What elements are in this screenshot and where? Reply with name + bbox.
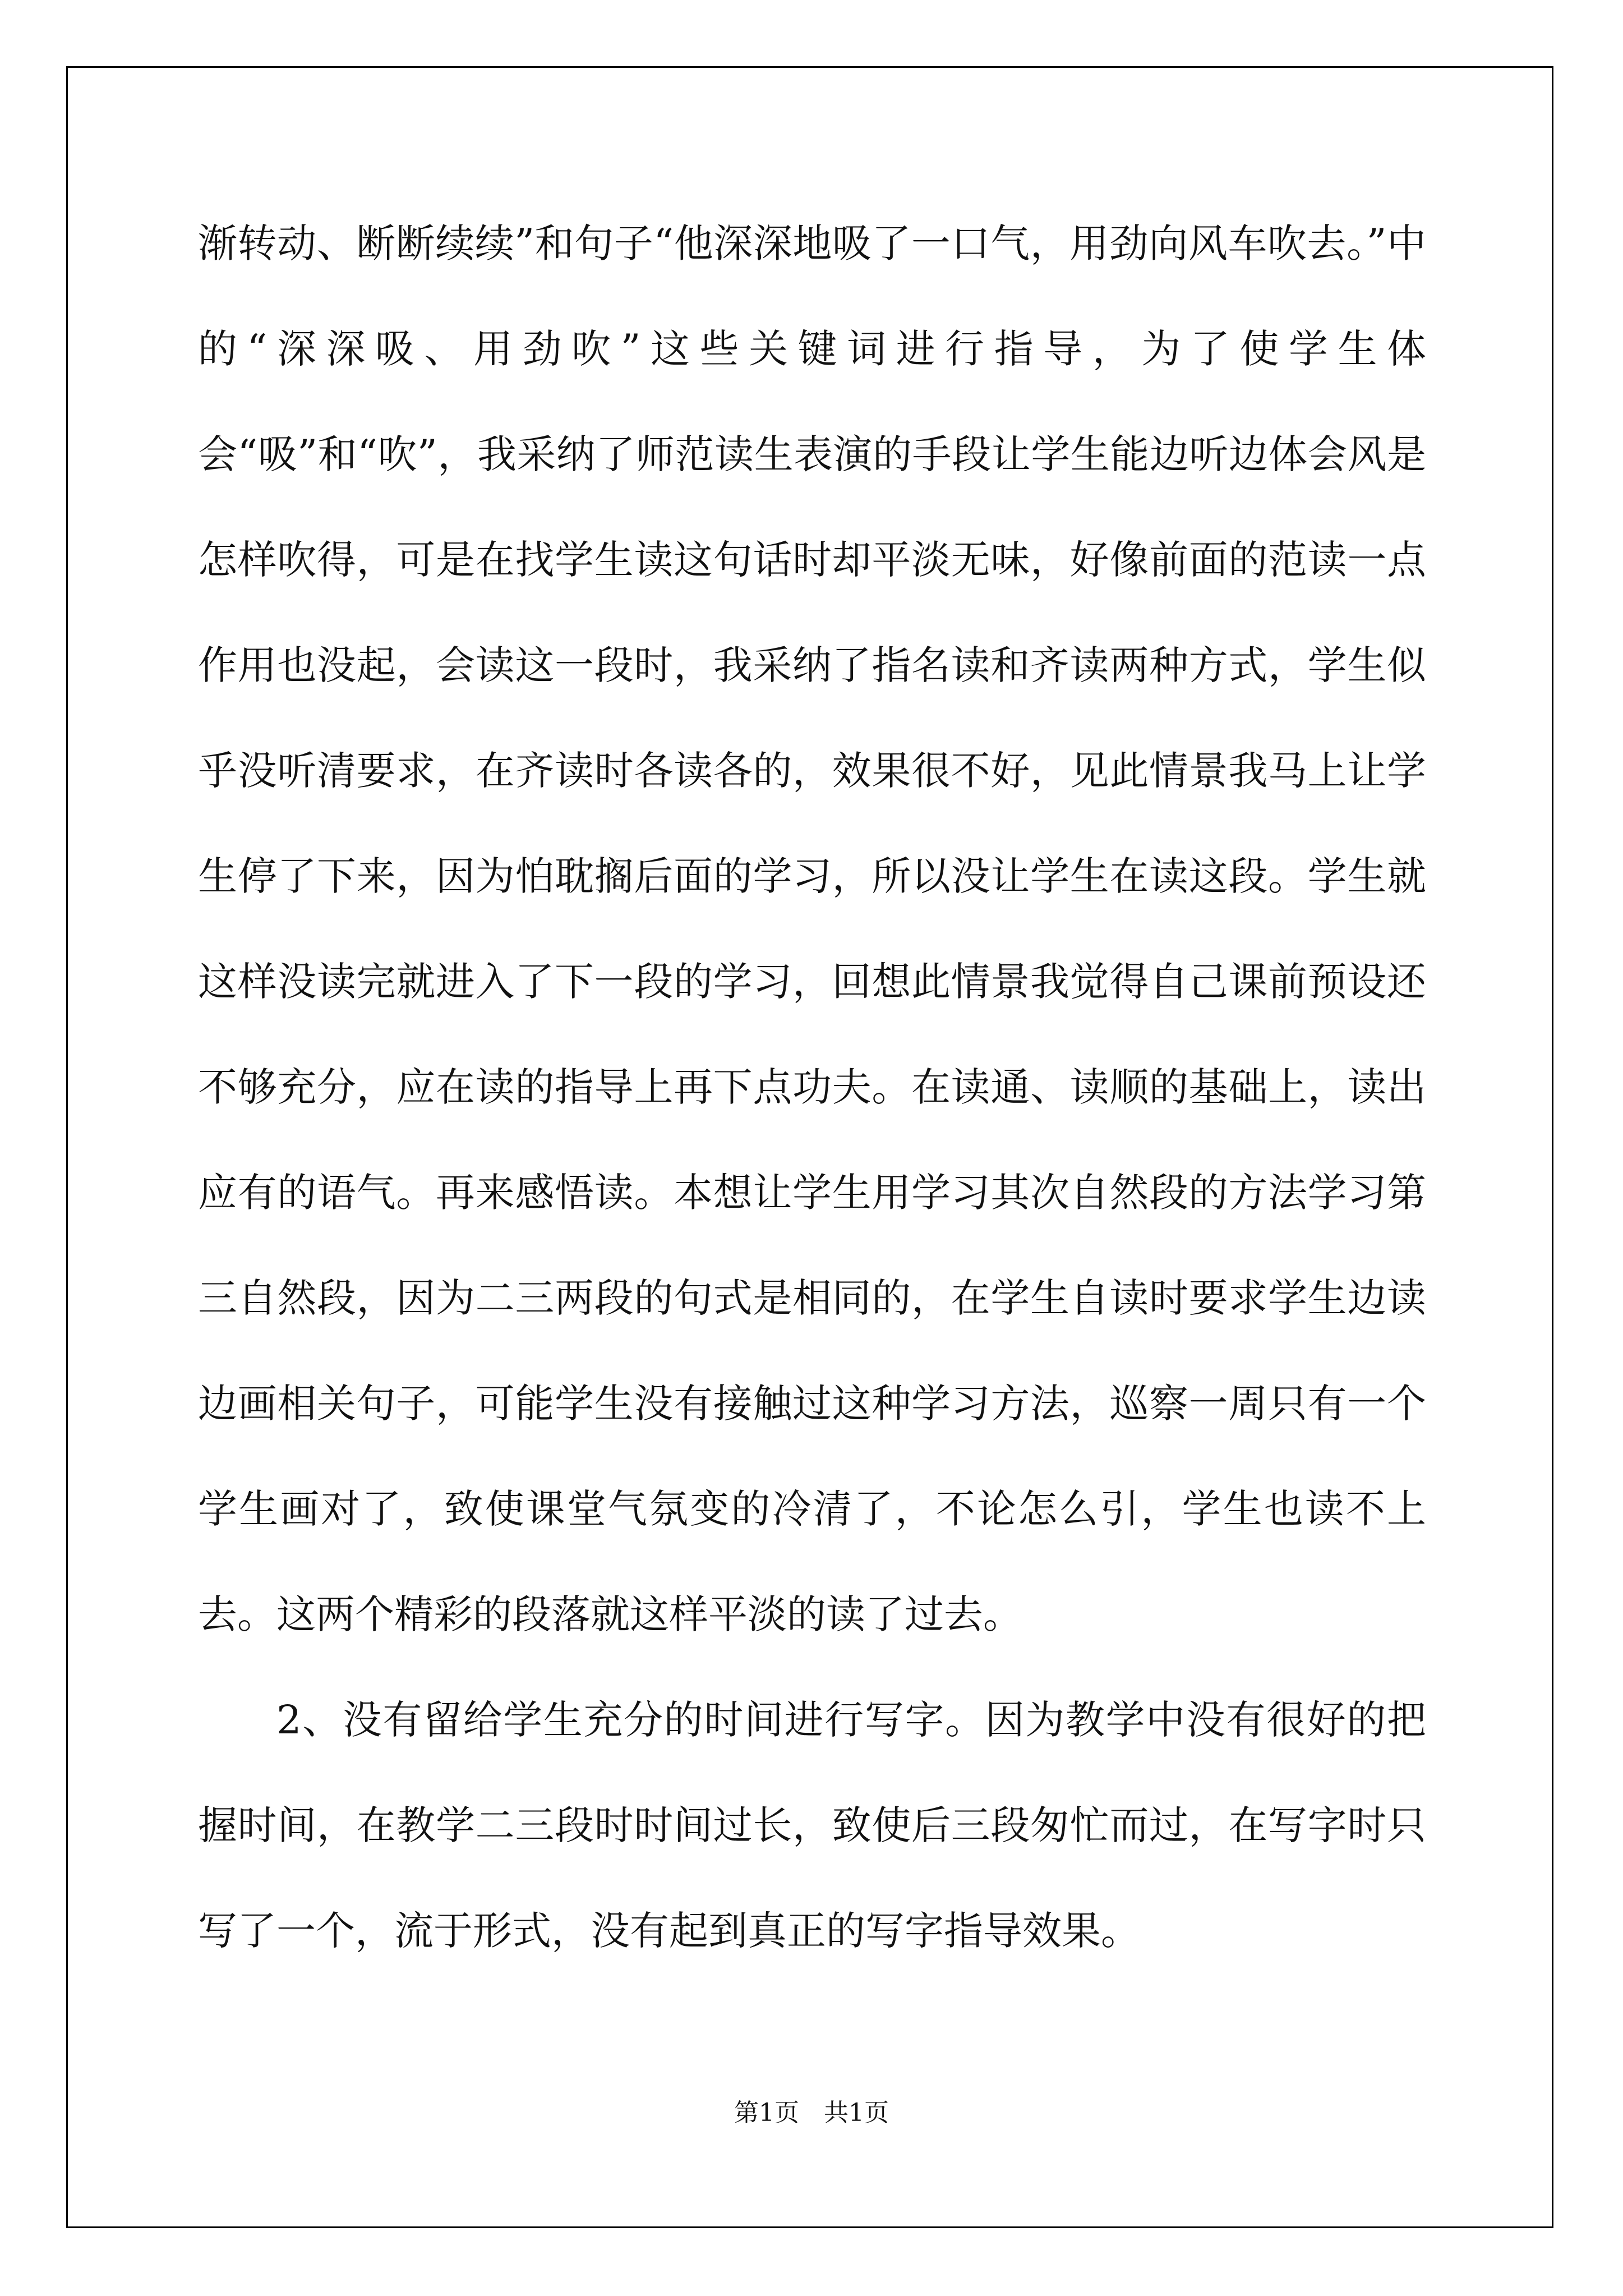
page-number: 第1页 共1页: [734, 2099, 889, 2127]
document-body: [198, 191, 1426, 1984]
paragraph-1: 渐转动、断断续续”和句子“他深深地吸了一口气，用劲向风车吹去。”中的“深深吸、用劲吹”这些关键词进行指导，为了使学生体会“吸”和“吹”，我采纳了师范读生表演的手段让学生能边听边体会风是怎样吹得，可是在找学生读这句话时却平淡无味，好像前面的范读一点作用也没起，会读这一段时，我采纳了指名读和齐读两种方式，学生似乎没听清要求，在齐读时各读各的，效果很不好，见此情景我马上让学生停了下来，因为怕耽搁后面的学习，所以没让学生在读这段。学生就这样没读完就进入了下一段的学习，回想此情景我觉得自己课前预设还不够充分，应在读的指导上再下点功夫。在读通、读顺的基础上，读出应有的语气。再来感悟读。本想让学生用学习其次自然段的方法学习第三自然段，因为二三两段的句式是相同的，在学生自读时要求学生边读边画相关句子，可能学生没有接触过这种学习方法，巡察一周只有一个学生画对了，致使课堂气氛变的冷清了，不论怎么引，学生也读不上去。这两个精彩的段落就这样平淡的读了过去。: [198, 220, 1426, 1637]
paragraph-2: 2、没有留给学生充分的时间进行写字。因为教学中没有很好的把握时间，在教学二三段时时间过长，致使后三段匆忙而过，在写字时只写了一个，流于形式，没有起到真正的写字指导效果。: [198, 1697, 1426, 1954]
